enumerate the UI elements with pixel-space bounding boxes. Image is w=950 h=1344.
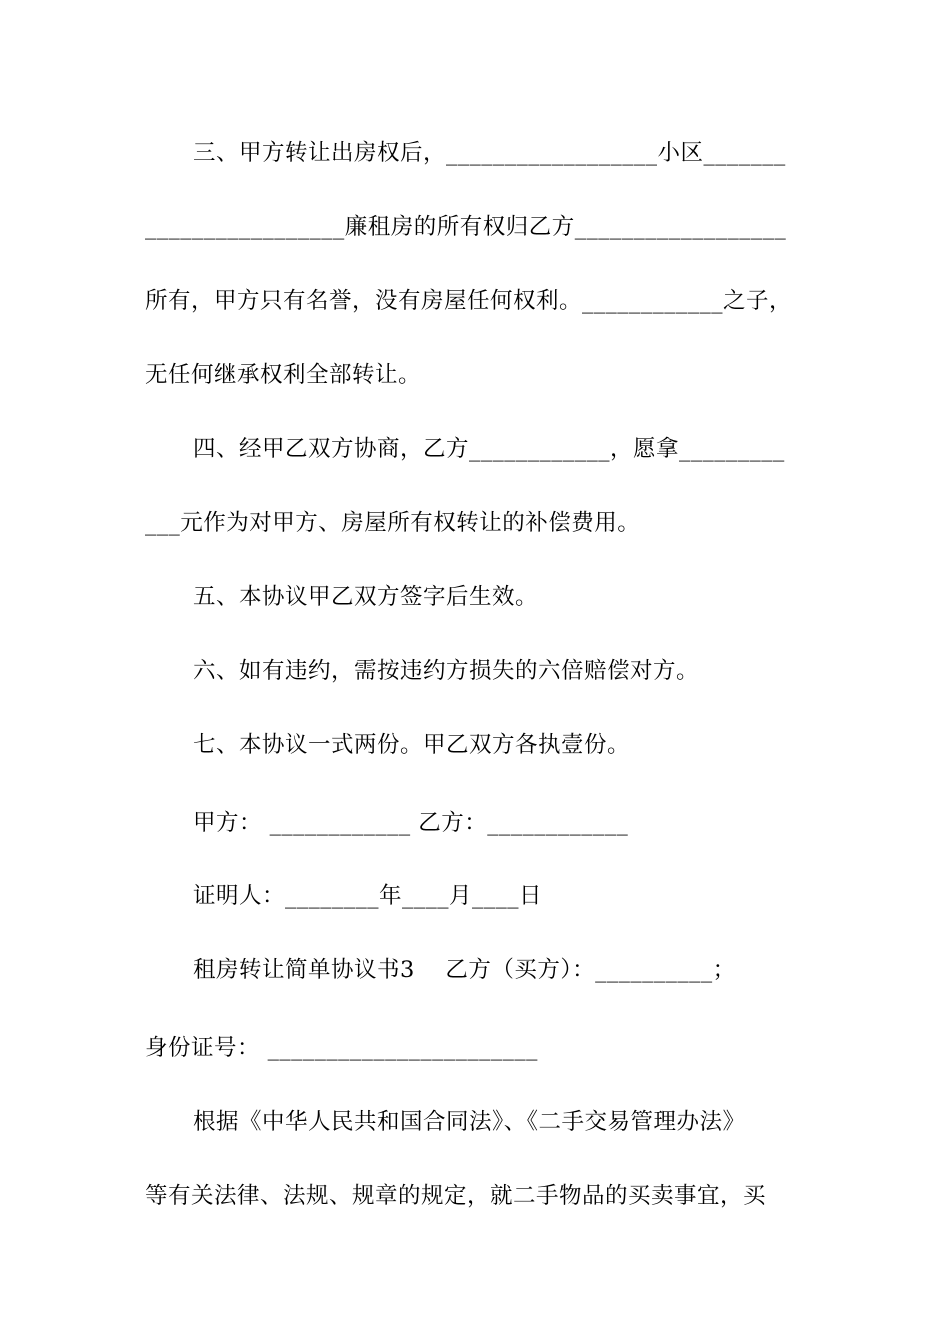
signature-parties: 甲方： ____________ 乙方：____________: [193, 810, 629, 836]
clause-4-line-2: ___元作为对甲方、房屋所有权转让的补偿费用。: [145, 510, 641, 536]
clause-3-line-3: 所有，甲方只有名誉，没有房屋任何权利。____________之子，: [145, 288, 793, 314]
clause-5: 五、本协议甲乙双方签字后生效。: [193, 584, 539, 610]
witness-date-line: 证明人：________年____月____日: [193, 883, 543, 909]
agreement-3-heading: 租房转让简单协议书3 乙方（买方）：__________；: [193, 957, 736, 983]
clause-3-line-4: 无任何继承权利全部转让。: [145, 362, 422, 388]
preamble-line-2: 等有关法律、法规、规章的规定，就二手物品的买卖事宜，买: [145, 1183, 767, 1209]
clause-7: 七、本协议一式两份。甲乙双方各执壹份。: [193, 732, 631, 758]
id-number-line: 身份证号： _______________________: [145, 1035, 538, 1061]
clause-3-line-1: 三、甲方转让出房权后，__________________小区_______: [193, 140, 786, 166]
clause-4-line-1: 四、经甲乙双方协商，乙方____________，愿拿_________: [193, 436, 785, 462]
clause-3-line-2: _________________廉租房的所有权归乙方__________________: [145, 214, 787, 240]
preamble-line-1: 根据《中华人民共和国合同法》、《二手交易管理办法》: [193, 1109, 746, 1135]
clause-6: 六、如有违约，需按违约方损失的六倍赔偿对方。: [193, 658, 700, 684]
